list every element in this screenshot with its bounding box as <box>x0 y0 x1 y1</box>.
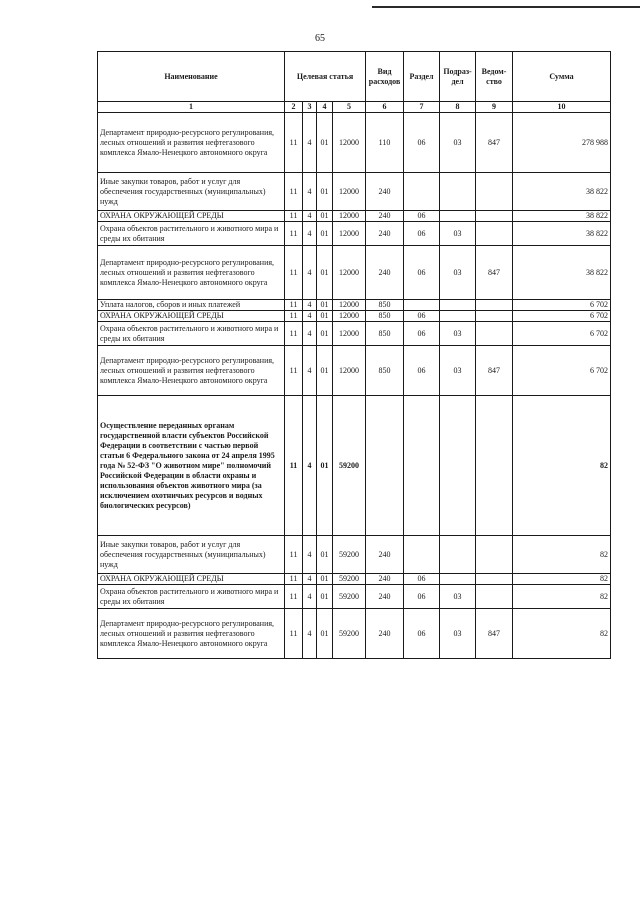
target-code-part: 01 <box>317 173 333 211</box>
target-code-part: 4 <box>303 346 317 396</box>
target-code-part: 59200 <box>333 585 366 609</box>
expense-kind-cell: 850 <box>366 311 404 322</box>
target-code-part: 4 <box>303 585 317 609</box>
table-row <box>98 536 611 574</box>
subsection-cell <box>440 300 476 311</box>
expense-kind-cell: 240 <box>366 211 404 222</box>
expense-kind-cell: 240 <box>366 585 404 609</box>
target-code-part: 4 <box>303 211 317 222</box>
department-cell <box>476 222 513 246</box>
row-name: ОХРАНА ОКРУЖАЮЩЕЙ СРЕДЫ <box>98 574 285 585</box>
sum-cell: 38 822 <box>513 211 611 222</box>
sum-cell: 82 <box>513 574 611 585</box>
header-expense-kind: Вид расходов <box>366 52 404 102</box>
sum-cell: 82 <box>513 536 611 574</box>
subsection-cell: 03 <box>440 222 476 246</box>
expense-kind-cell: 240 <box>366 609 404 659</box>
target-code-part: 11 <box>285 222 303 246</box>
target-code-part: 01 <box>317 246 333 300</box>
expense-kind-cell: 240 <box>366 222 404 246</box>
subsection-cell: 03 <box>440 585 476 609</box>
section-cell: 06 <box>404 346 440 396</box>
expense-kind-cell: 850 <box>366 300 404 311</box>
subsection-cell <box>440 396 476 536</box>
department-cell <box>476 311 513 322</box>
section-cell <box>404 300 440 311</box>
table-row <box>98 222 611 246</box>
expense-kind-cell: 850 <box>366 346 404 396</box>
target-code-part: 11 <box>285 211 303 222</box>
target-code-part: 11 <box>285 346 303 396</box>
expense-kind-cell: 240 <box>366 536 404 574</box>
column-number: 6 <box>366 102 404 113</box>
target-code-part: 4 <box>303 173 317 211</box>
column-number: 5 <box>333 102 366 113</box>
sum-cell: 6 702 <box>513 346 611 396</box>
subsection-cell <box>440 173 476 211</box>
target-code-part: 4 <box>303 609 317 659</box>
target-code-part: 11 <box>285 609 303 659</box>
target-code-part: 12000 <box>333 222 366 246</box>
section-cell: 06 <box>404 222 440 246</box>
section-cell: 06 <box>404 574 440 585</box>
target-code-part: 01 <box>317 574 333 585</box>
department-cell: 847 <box>476 113 513 173</box>
target-code-part: 12000 <box>333 173 366 211</box>
subsection-cell <box>440 536 476 574</box>
header-name: Наименование <box>98 52 285 102</box>
target-code-part: 59200 <box>333 609 366 659</box>
column-number: 9 <box>476 102 513 113</box>
header-department: Ведом-ство <box>476 52 513 102</box>
target-code-part: 11 <box>285 246 303 300</box>
section-cell: 06 <box>404 609 440 659</box>
subsection-cell: 03 <box>440 322 476 346</box>
column-number: 10 <box>513 102 611 113</box>
row-name: Департамент природно-ресурсного регулирования, лесных отношений и развития нефтегазового комплекса Ямало-Ненецкого автономного округа <box>98 609 285 659</box>
subsection-cell <box>440 574 476 585</box>
sum-cell: 278 988 <box>513 113 611 173</box>
target-code-part: 11 <box>285 173 303 211</box>
section-cell <box>404 536 440 574</box>
target-code-part: 4 <box>303 222 317 246</box>
target-code-part: 01 <box>317 609 333 659</box>
target-code-part: 4 <box>303 246 317 300</box>
target-code-part: 11 <box>285 322 303 346</box>
expense-kind-cell <box>366 396 404 536</box>
section-cell: 06 <box>404 585 440 609</box>
department-cell <box>476 574 513 585</box>
department-cell <box>476 322 513 346</box>
column-number: 3 <box>303 102 317 113</box>
sum-cell: 82 <box>513 585 611 609</box>
sum-cell: 82 <box>513 609 611 659</box>
table-row <box>98 322 611 346</box>
department-cell <box>476 536 513 574</box>
target-code-part: 11 <box>285 113 303 173</box>
section-cell <box>404 396 440 536</box>
row-name: Иные закупки товаров, работ и услуг для обеспечения государственных (муниципальных) нужд <box>98 173 285 211</box>
header-row <box>98 52 611 102</box>
target-code-part: 4 <box>303 300 317 311</box>
page-number: 65 <box>315 33 325 44</box>
sum-cell: 38 822 <box>513 222 611 246</box>
sum-cell: 6 702 <box>513 300 611 311</box>
expense-kind-cell: 240 <box>366 173 404 211</box>
department-cell: 847 <box>476 609 513 659</box>
row-name: Иные закупки товаров, работ и услуг для обеспечения государственных (муниципальных) нужд <box>98 536 285 574</box>
target-code-part: 01 <box>317 322 333 346</box>
expense-kind-cell: 850 <box>366 322 404 346</box>
target-code-part: 01 <box>317 536 333 574</box>
target-code-part: 59200 <box>333 536 366 574</box>
target-code-part: 01 <box>317 300 333 311</box>
target-code-part: 01 <box>317 222 333 246</box>
column-number: 2 <box>285 102 303 113</box>
scan-edge-bar <box>372 6 640 8</box>
subsection-cell: 03 <box>440 346 476 396</box>
column-number: 4 <box>317 102 333 113</box>
table-row <box>98 396 611 536</box>
target-code-part: 01 <box>317 211 333 222</box>
section-cell: 06 <box>404 311 440 322</box>
table-row <box>98 211 611 222</box>
row-name: Департамент природно-ресурсного регулирования, лесных отношений и развития нефтегазового комплекса Ямало-Ненецкого автономного округа <box>98 346 285 396</box>
target-code-part: 11 <box>285 585 303 609</box>
target-code-part: 12000 <box>333 113 366 173</box>
section-cell <box>404 173 440 211</box>
table-row <box>98 300 611 311</box>
expense-kind-cell: 240 <box>366 574 404 585</box>
header-sum: Сумма <box>513 52 611 102</box>
target-code-part: 59200 <box>333 396 366 536</box>
department-cell <box>476 585 513 609</box>
table-row <box>98 585 611 609</box>
department-cell <box>476 173 513 211</box>
row-name: Уплата налогов, сборов и иных платежей <box>98 300 285 311</box>
subsection-cell: 03 <box>440 113 476 173</box>
target-code-part: 01 <box>317 311 333 322</box>
target-code-part: 11 <box>285 536 303 574</box>
target-code-part: 12000 <box>333 311 366 322</box>
sum-cell: 38 822 <box>513 173 611 211</box>
column-number-row <box>98 102 611 113</box>
target-code-part: 12000 <box>333 246 366 300</box>
row-name: Охрана объектов растительного и животного мира и среды их обитания <box>98 222 285 246</box>
subsection-cell <box>440 311 476 322</box>
target-code-part: 01 <box>317 396 333 536</box>
header-section: Раздел <box>404 52 440 102</box>
department-cell <box>476 300 513 311</box>
subsection-cell: 03 <box>440 609 476 659</box>
column-number: 8 <box>440 102 476 113</box>
section-cell: 06 <box>404 322 440 346</box>
row-name: ОХРАНА ОКРУЖАЮЩЕЙ СРЕДЫ <box>98 211 285 222</box>
sum-cell: 38 822 <box>513 246 611 300</box>
sum-cell: 6 702 <box>513 311 611 322</box>
section-cell: 06 <box>404 246 440 300</box>
table-row <box>98 246 611 300</box>
target-code-part: 4 <box>303 396 317 536</box>
target-code-part: 12000 <box>333 346 366 396</box>
column-number: 7 <box>404 102 440 113</box>
table-row <box>98 173 611 211</box>
table-row <box>98 574 611 585</box>
department-cell <box>476 211 513 222</box>
subsection-cell: 03 <box>440 246 476 300</box>
table-row <box>98 346 611 396</box>
target-code-part: 11 <box>285 574 303 585</box>
target-code-part: 12000 <box>333 322 366 346</box>
row-name: Охрана объектов растительного и животного мира и среды их обитания <box>98 322 285 346</box>
target-code-part: 12000 <box>333 300 366 311</box>
target-code-part: 01 <box>317 585 333 609</box>
target-code-part: 4 <box>303 311 317 322</box>
department-cell <box>476 396 513 536</box>
row-name: ОХРАНА ОКРУЖАЮЩЕЙ СРЕДЫ <box>98 311 285 322</box>
target-code-part: 59200 <box>333 574 366 585</box>
target-code-part: 12000 <box>333 211 366 222</box>
target-code-part: 11 <box>285 300 303 311</box>
department-cell: 847 <box>476 346 513 396</box>
section-cell: 06 <box>404 113 440 173</box>
target-code-part: 11 <box>285 396 303 536</box>
target-code-part: 4 <box>303 113 317 173</box>
target-code-part: 4 <box>303 574 317 585</box>
row-name: Осуществление переданных органам государственной власти субъектов Российской Федерации в соответствии с частью первой статьи 6 Федерального закона от 24 апреля 1995 года № 52-ФЗ "О животном мире" полномочий Российской Федерации в области охраны и использования объектов животного мира (за исключением охотничьих ресурсов и водных биологических ресурсов) <box>98 396 285 536</box>
target-code-part: 4 <box>303 536 317 574</box>
header-subsection: Подраз-дел <box>440 52 476 102</box>
target-code-part: 11 <box>285 311 303 322</box>
budget-table <box>97 51 611 659</box>
subsection-cell <box>440 211 476 222</box>
column-number: 1 <box>98 102 285 113</box>
target-code-part: 4 <box>303 322 317 346</box>
section-cell: 06 <box>404 211 440 222</box>
header-target-article: Целевая статья <box>285 52 366 102</box>
table-row <box>98 311 611 322</box>
sum-cell: 6 702 <box>513 322 611 346</box>
target-code-part: 01 <box>317 346 333 396</box>
expense-kind-cell: 110 <box>366 113 404 173</box>
department-cell: 847 <box>476 246 513 300</box>
row-name: Охрана объектов растительного и животного мира и среды их обитания <box>98 585 285 609</box>
table-row <box>98 609 611 659</box>
expense-kind-cell: 240 <box>366 246 404 300</box>
sum-cell: 82 <box>513 396 611 536</box>
table-row <box>98 113 611 173</box>
row-name: Департамент природно-ресурсного регулирования, лесных отношений и развития нефтегазового комплекса Ямало-Ненецкого автономного округа <box>98 113 285 173</box>
row-name: Департамент природно-ресурсного регулирования, лесных отношений и развития нефтегазового комплекса Ямало-Ненецкого автономного округа <box>98 246 285 300</box>
target-code-part: 01 <box>317 113 333 173</box>
